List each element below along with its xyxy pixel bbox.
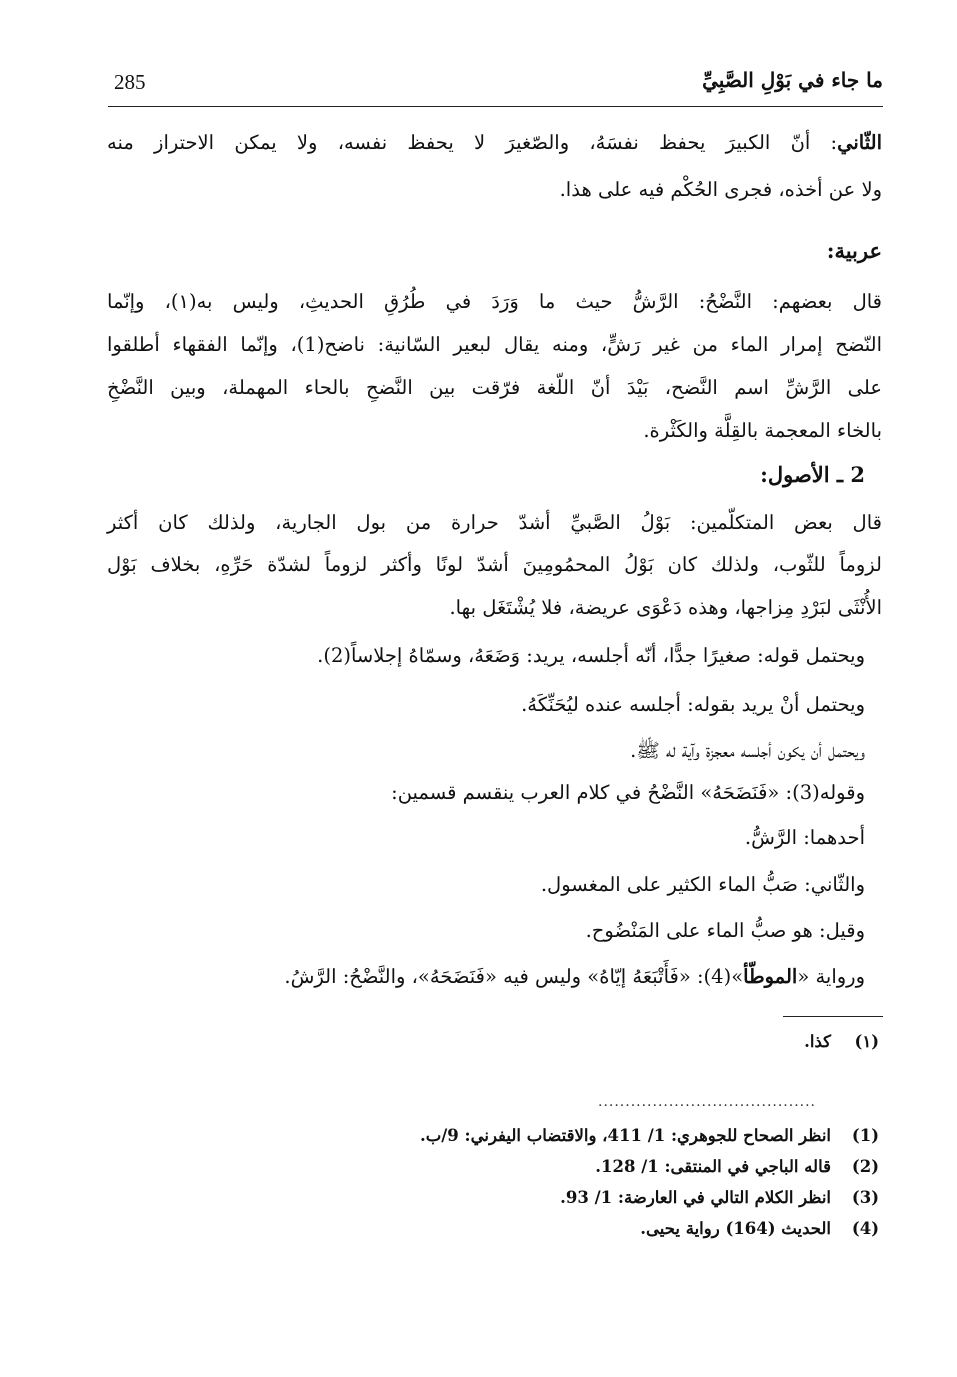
paragraph-line: والثّاني: صَبُّ الماء الكثير على المغسول. <box>540 873 865 896</box>
footnote-text: كذا. <box>804 1032 831 1051</box>
footnote-separator-dots: ........................................ <box>598 1094 817 1106</box>
paragraph-line <box>284 962 865 992</box>
footnote-rule <box>783 1016 883 1017</box>
paragraph-line <box>107 128 882 158</box>
footnote <box>595 1155 879 1179</box>
footnote-text: الحديث (164) رواية يحيى. <box>640 1219 831 1238</box>
footnote-text: انظر الكلام التالي في العارضة: 1/ 93. <box>560 1188 831 1207</box>
paragraph-line: لزوماً للثّوب، ولذلك كان بَوْلُ المحمُومِينَ أشدّ لونًا وأكثر لزوماً لشدّة حَرِّهِ، بخلاف بَوْل <box>107 553 882 576</box>
paragraph-line: ويحتمل قوله: صغيرًا جدًّا، أنّه أجلسه، يريد: وَضَعَهُ، وسمّاهُ إجلاساً(2). <box>317 644 865 667</box>
footnote-number: (2) <box>851 1157 879 1176</box>
page-header <box>108 66 883 107</box>
text-run: : أنّ الكبيرَ يحفظ نفسَهُ، والصّغيرَ لا يحفظ نفسه، ولا يمكن الاحتراز منه <box>107 131 838 154</box>
text-run: ورواية « <box>797 965 865 988</box>
paragraph-label: الثّاني <box>837 131 882 154</box>
paragraph-line: على الرَّشِّ اسم النَّضح، بَيْدَ أنّ اللّغة فرّقت بين النَّضحِ بالحاء المهملة، وبين النَّضْخِ <box>107 376 882 399</box>
footnote-number: (4) <box>851 1219 879 1238</box>
footnote-text: قاله الباجي في المنتقى: 1/ 128. <box>595 1157 831 1176</box>
paragraph-line: وقيل: هو صبُّ الماء على المَنْضُوح. <box>585 919 865 942</box>
book-title: الموطّأ <box>743 965 798 988</box>
paragraph-line: بالخاء المعجمة بالقِلَّة والكَثْرة. <box>643 419 882 442</box>
paragraph-line: قال بعضهم: النَّضْحُ: الرَّشُّ حيث ما وَرَدَ في طُرُقِ الحديثِ، وليس به(١)، وإنّما <box>107 290 882 313</box>
paragraph-line: قال بعض المتكلّمين: بَوْلُ الصَّبيِّ أشدّ حرارة من بول الجارية، ولذلك كان أكثر <box>107 511 882 534</box>
footnote-number: (1) <box>851 1126 879 1145</box>
section-heading-usul: 2 ـ الأصول: <box>760 462 865 487</box>
editor-footnote <box>804 1030 879 1054</box>
page-number: 285 <box>114 70 146 94</box>
paragraph-line: أحدهما: الرَّشُّ. <box>744 826 865 849</box>
paragraph-line: الأُنْثَى لبَرْدِ مِزاجها، وهذه دَعْوَى عريضة، فلا يُشْتَغَل بها. <box>449 596 882 619</box>
paragraph-line: ويحتمل أن يكون أجلسه معجزة وآية له ﷺ. <box>630 739 865 762</box>
footnote <box>420 1124 879 1148</box>
paragraph-line: وقوله(3): «فَنَضَحَهُ» النَّضْحُ في كلام العرب ينقسم قسمين: <box>391 781 865 804</box>
section-heading-arabiya: عربية: <box>826 238 882 263</box>
footnote-number: (3) <box>851 1188 879 1207</box>
footnote <box>640 1217 879 1241</box>
paragraph-line: النّضح إمرار الماء من غير رَشٍّ، ومنه يقال لبعير السّانية: ناضح(1)، وإنّما الفقهاء أطلقوا <box>107 333 882 356</box>
paragraph-line: ولا عن أخذه، فجرى الحُكْم فيه على هذا. <box>559 178 882 201</box>
footnote-number: (١) <box>854 1032 879 1051</box>
text-run: »(4): «فَأَتْبَعَهُ إيّاهُ» وليس فيه «فَنَضَحَهُ»، والنَّضْحُ: الرَّشُ. <box>284 965 744 988</box>
footnote-text: انظر الصحاح للجوهري: 1/ 411، والاقتضاب اليفرني: 9/ب. <box>419 1126 831 1145</box>
paragraph-line: ويحتمل أنْ يريد بقوله: أجلسه عنده ليُحَنِّكَهُ. <box>521 693 865 716</box>
running-title: ما جاء في بَوْلِ الصَّبِيِّ <box>702 68 883 92</box>
footnote <box>560 1186 879 1210</box>
